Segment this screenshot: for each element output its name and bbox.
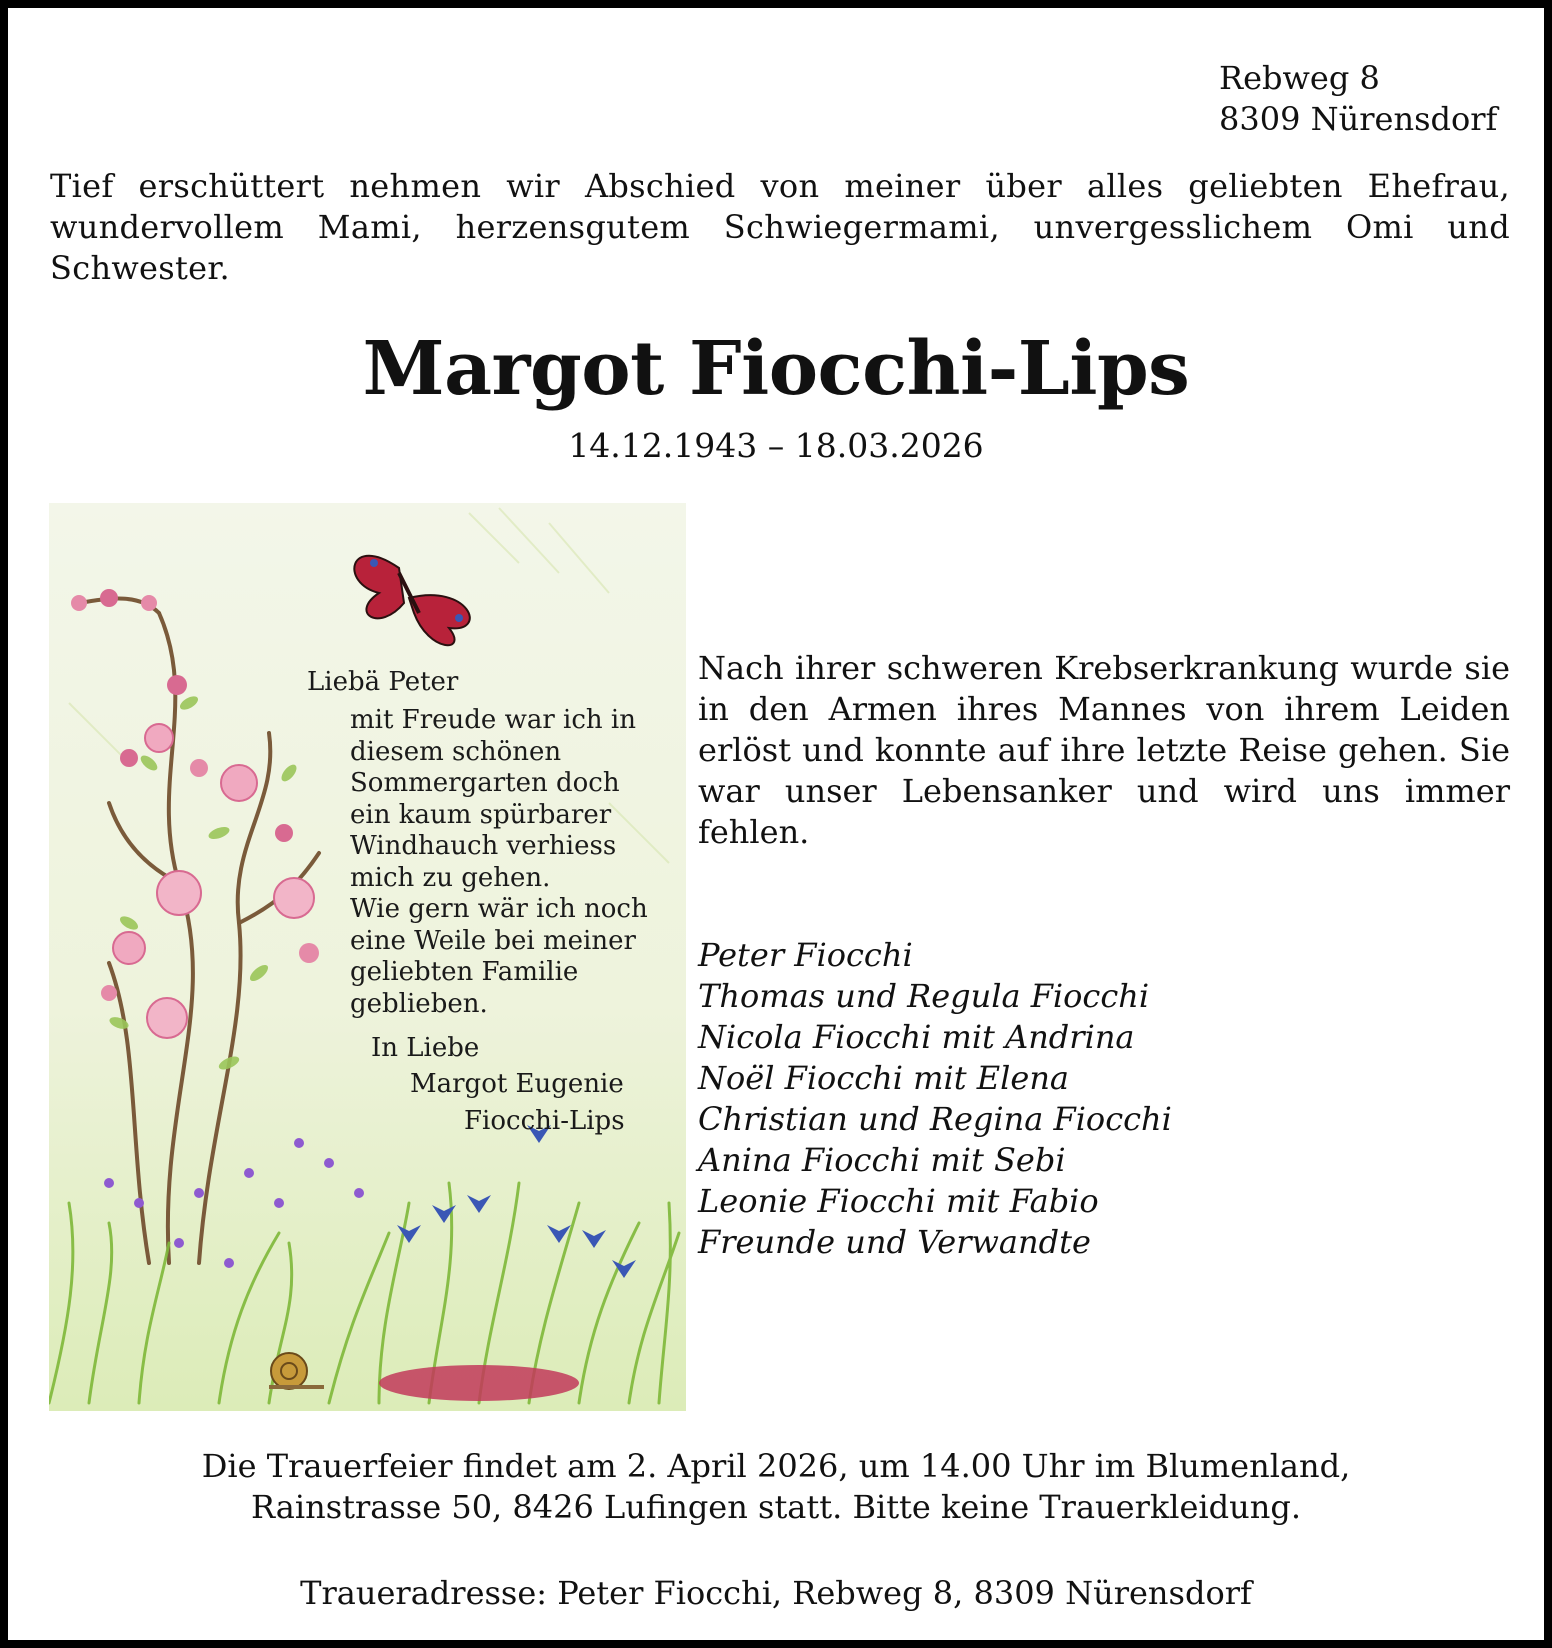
story-text: Nach ihrer schweren Krebserkrankung wurde sie in den Armen ihres Mannes von ihrem Leiden erlöst und konnte auf ihre letzte Reise gehen. Sie war unser Lebensanker und wird uns immer fehlen. [698, 649, 1510, 851]
family-member: Peter Fiocchi [698, 936, 913, 974]
family-member: Nicola Fiocchi mit Andrina [698, 1018, 1135, 1056]
address-city: 8309 Nürensdorf [1219, 100, 1498, 138]
poem-greeting: Liebä Peter [307, 667, 459, 697]
garden-illustration [49, 503, 686, 1411]
family-member: Thomas und Regula Fiocchi [698, 977, 1150, 1015]
ceremony-line: Rainstrasse 50, 8426 Lufingen statt. Bitte keine Trauerkleidung. [250, 1488, 1302, 1526]
poem-closing: In Liebe [371, 1033, 480, 1063]
sender-address [1219, 58, 1497, 140]
address-street: Rebweg 8 [1219, 59, 1380, 97]
poem-line: Windhauch verhiess [350, 831, 617, 861]
intro-text: Tief erschüttert nehmen wir Abschied von meiner über alles geliebten Ehefrau, wundervollem Mami, herzensgutem Schwiegermami, unvergesslichem Omi und Schwester. [50, 167, 1510, 287]
life-dates: 14.12.1943 – 18.03.2026 [568, 426, 984, 465]
poem [49, 503, 686, 1411]
family-list [698, 935, 1172, 1263]
family-member: Anina Fiocchi mit Sebi [698, 1141, 1066, 1179]
poem-line: geliebten Familie [350, 957, 579, 987]
poem-line: mich zu gehen. [350, 862, 551, 893]
poem-line: eine Weile bei meiner [350, 925, 636, 956]
poem-body [350, 705, 650, 1020]
mourning-address: Traueradresse: Peter Fiocchi, Rebweg 8, 8309 Nürensdorf [300, 1574, 1252, 1612]
poem-line: Sommergarten doch [350, 768, 620, 798]
poem-signature-last: Fiocchi-Lips [464, 1106, 625, 1136]
ceremony-line: Die Trauerfeier findet am 2. April 2026, um 14.00 Uhr im Blumenland, [201, 1447, 1351, 1485]
family-member: Noël Fiocchi mit Elena [698, 1059, 1069, 1097]
poem-line: geblieben. [350, 988, 488, 1019]
family-member: Leonie Fiocchi mit Fabio [698, 1182, 1099, 1220]
poem-line: mit Freude war ich in [350, 705, 636, 735]
family-member: Freunde und Verwandte [698, 1223, 1091, 1261]
poem-line: diesem schönen [350, 736, 562, 767]
deceased-name: Margot Fiocchi-Lips [362, 326, 1190, 412]
poem-signature-first: Margot Eugenie [410, 1069, 624, 1099]
poem-line: Wie gern wär ich noch [350, 894, 648, 924]
ceremony-info [8, 1446, 1544, 1528]
family-member: Christian und Regina Fiocchi [698, 1100, 1172, 1138]
poem-line: ein kaum spürbarer [350, 799, 612, 830]
